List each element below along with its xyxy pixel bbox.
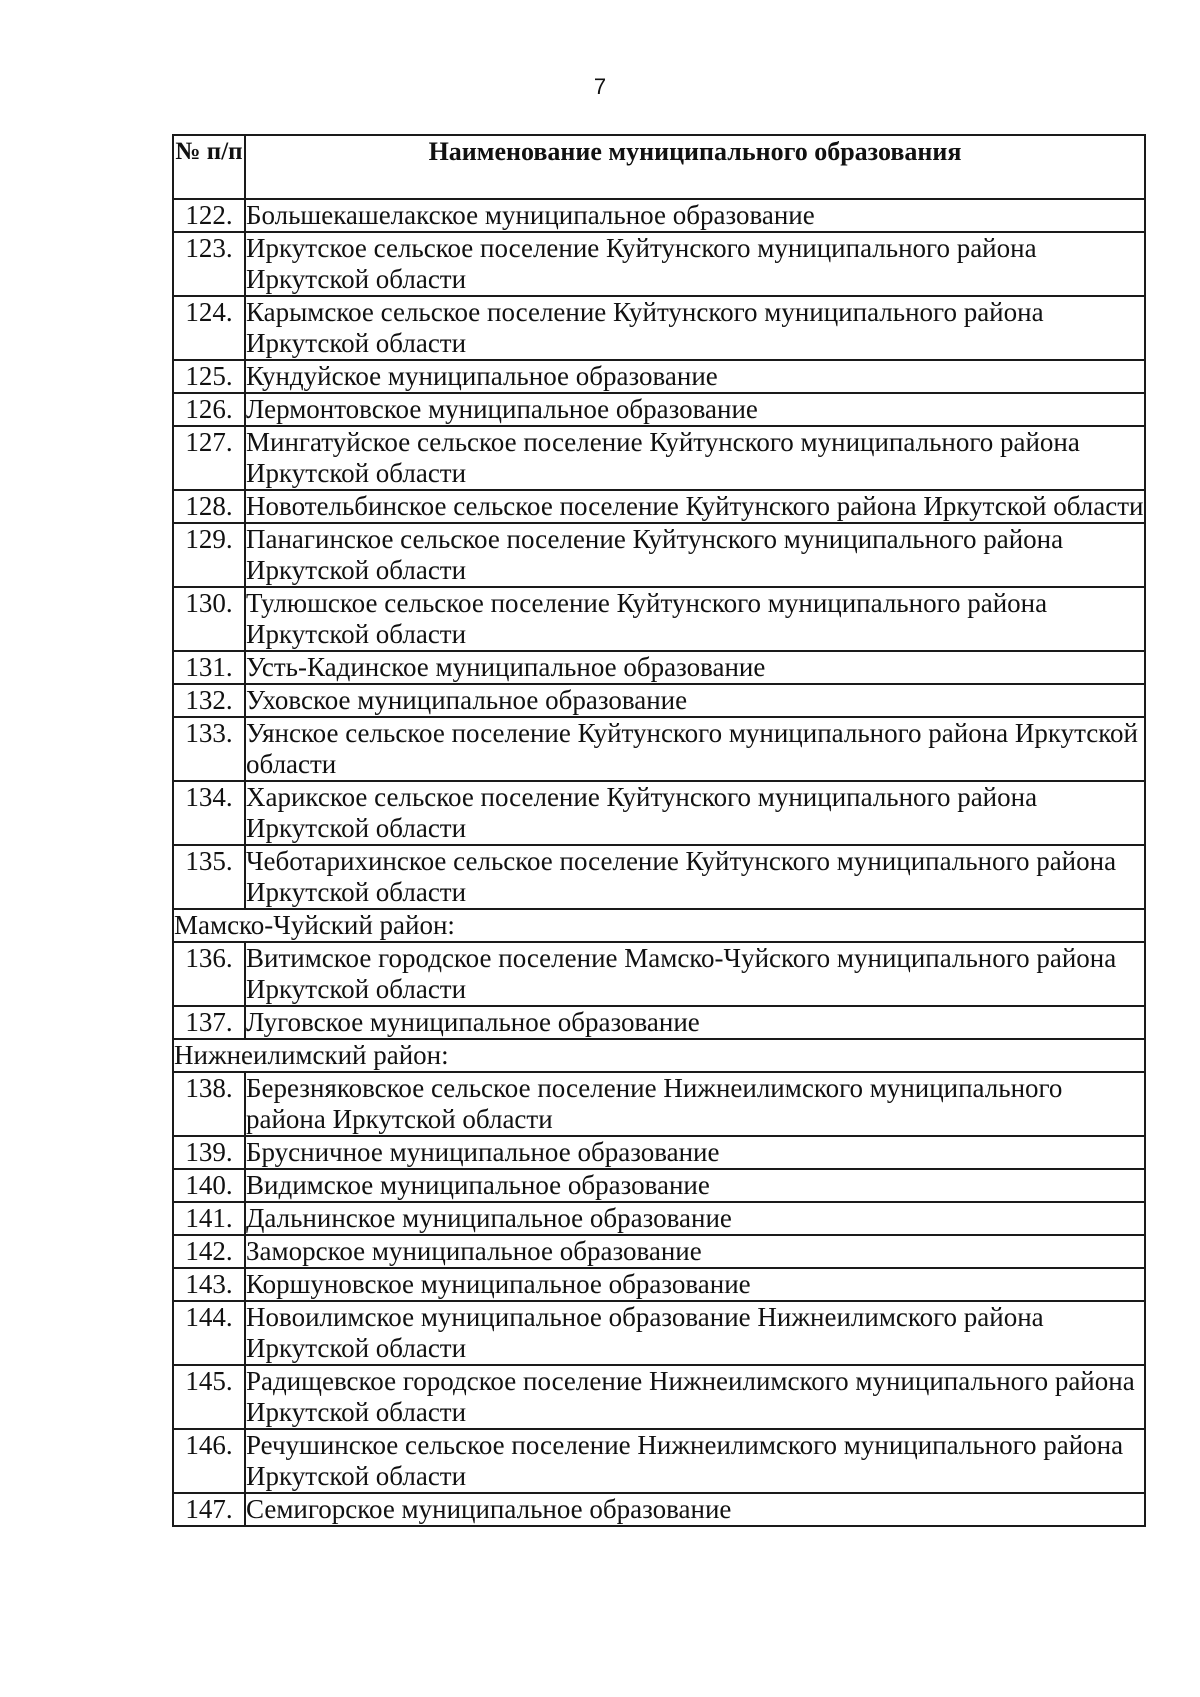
table-row xyxy=(173,1365,1145,1429)
table-row xyxy=(173,1136,1145,1169)
row-name: Новоилимское муниципальное образование Нижнеилимского района Иркутской области xyxy=(245,1301,1145,1365)
row-name: Видимское муниципальное образование xyxy=(245,1169,1145,1202)
table-row xyxy=(173,942,1145,1006)
table-row xyxy=(173,781,1145,845)
table-body xyxy=(173,199,1145,1526)
row-number: 146. xyxy=(173,1429,245,1493)
row-number: 130. xyxy=(173,587,245,651)
row-name: Мингатуйское сельское поселение Куйтунского муниципального района Иркутской области xyxy=(245,426,1145,490)
row-number: 136. xyxy=(173,942,245,1006)
row-name: Новотельбинское сельское поселение Куйтунского района Иркутской области xyxy=(246,491,1144,521)
row-number: 125. xyxy=(173,360,245,393)
row-name: Березняковское сельское поселение Нижнеилимского муниципального района Иркутской области xyxy=(245,1072,1145,1136)
row-number: 128. xyxy=(173,490,245,523)
district-row xyxy=(173,1039,1145,1072)
header-name: Наименование муниципального образования xyxy=(245,135,1145,199)
district-row xyxy=(173,909,1145,942)
table-header-row xyxy=(173,135,1145,199)
table-row xyxy=(173,845,1145,909)
row-name: Коршуновское муниципальное образование xyxy=(245,1268,1145,1301)
row-name: Уховское муниципальное образование xyxy=(245,684,1145,717)
row-name: Речушинское сельское поселение Нижнеилимского муниципального района Иркутской области xyxy=(245,1429,1145,1493)
table-row xyxy=(173,199,1145,232)
row-name: Радищевское городское поселение Нижнеилимского муниципального района Иркутской области xyxy=(245,1365,1145,1429)
row-name: Большекашелакское муниципальное образование xyxy=(245,199,1145,232)
row-number: 143. xyxy=(173,1268,245,1301)
row-name: Семигорское муниципальное образование xyxy=(245,1493,1145,1526)
table-row xyxy=(173,1429,1145,1493)
row-name: Витимское городское поселение Мамско-Чуйского муниципального района Иркутской области xyxy=(245,942,1145,1006)
table-row xyxy=(173,523,1145,587)
row-number: 132. xyxy=(173,684,245,717)
district-heading: Мамско-Чуйский район: xyxy=(173,909,1145,942)
row-name: Уянское сельское поселение Куйтунского муниципального района Иркутской области xyxy=(245,717,1145,781)
row-number: 147. xyxy=(173,1493,245,1526)
row-name: Луговское муниципальное образование xyxy=(245,1006,1145,1039)
table-row xyxy=(173,360,1145,393)
table-row xyxy=(173,393,1145,426)
row-name: Карымское сельское поселение Куйтунского муниципального района Иркутской области xyxy=(245,296,1145,360)
table-row xyxy=(173,1006,1145,1039)
table-row xyxy=(173,490,1145,523)
row-number: 137. xyxy=(173,1006,245,1039)
row-name: Кундуйское муниципальное образование xyxy=(245,360,1145,393)
row-number: 144. xyxy=(173,1301,245,1365)
row-number: 129. xyxy=(173,523,245,587)
table-row xyxy=(173,426,1145,490)
row-name: Панагинское сельское поселение Куйтунского муниципального района Иркутской области xyxy=(245,523,1145,587)
row-number: 131. xyxy=(173,651,245,684)
table-row xyxy=(173,1235,1145,1268)
row-name: Заморское муниципальное образование xyxy=(245,1235,1145,1268)
row-name: Чеботарихинское сельское поселение Куйтунского муниципального района Иркутской области xyxy=(245,845,1145,909)
table-row xyxy=(173,1202,1145,1235)
table-row xyxy=(173,232,1145,296)
row-name: Тулюшское сельское поселение Куйтунского муниципального района Иркутской области xyxy=(245,587,1145,651)
row-number: 142. xyxy=(173,1235,245,1268)
row-number: 134. xyxy=(173,781,245,845)
header-number: № п/п xyxy=(173,135,245,199)
row-number: 123. xyxy=(173,232,245,296)
table-row xyxy=(173,717,1145,781)
row-name: Дальнинское муниципальное образование xyxy=(245,1202,1145,1235)
row-number: 138. xyxy=(173,1072,245,1136)
table-row xyxy=(173,1169,1145,1202)
row-name: Харикское сельское поселение Куйтунского муниципального района Иркутской области xyxy=(245,781,1145,845)
row-number: 127. xyxy=(173,426,245,490)
table-row xyxy=(173,1301,1145,1365)
table-row xyxy=(173,1268,1145,1301)
municipality-table xyxy=(172,134,1146,1527)
page-number: 7 xyxy=(593,74,607,99)
row-number: 122. xyxy=(173,199,245,232)
district-heading: Нижнеилимский район: xyxy=(173,1039,1145,1072)
row-number: 135. xyxy=(173,845,245,909)
row-name: Лермонтовское муниципальное образование xyxy=(245,393,1145,426)
table-row xyxy=(173,1493,1145,1526)
row-name: Усть-Кадинское муниципальное образование xyxy=(245,651,1145,684)
table-row xyxy=(173,1072,1145,1136)
row-number: 141. xyxy=(173,1202,245,1235)
row-number: 126. xyxy=(173,393,245,426)
table-row xyxy=(173,684,1145,717)
row-number: 124. xyxy=(173,296,245,360)
row-name: Иркутское сельское поселение Куйтунского муниципального района Иркутской области xyxy=(245,232,1145,296)
table-row xyxy=(173,296,1145,360)
row-number: 133. xyxy=(173,717,245,781)
table-row xyxy=(173,587,1145,651)
row-name: Брусничное муниципальное образование xyxy=(245,1136,1145,1169)
table-row xyxy=(173,651,1145,684)
row-number: 140. xyxy=(173,1169,245,1202)
row-number: 145. xyxy=(173,1365,245,1429)
row-number: 139. xyxy=(173,1136,245,1169)
